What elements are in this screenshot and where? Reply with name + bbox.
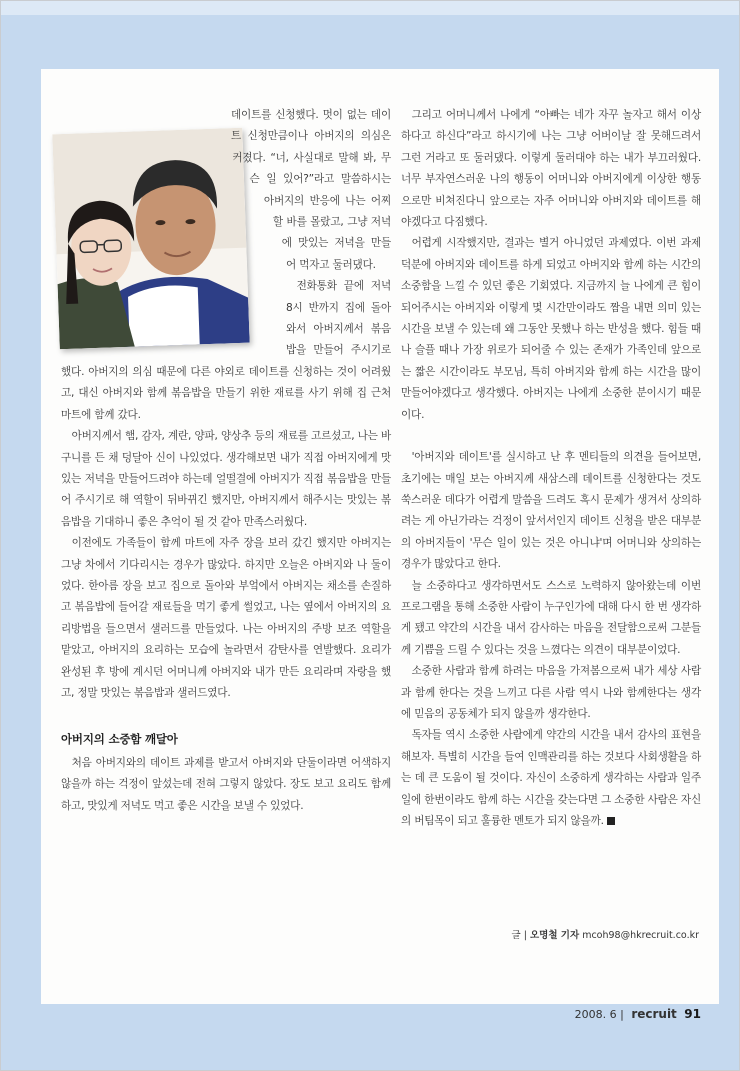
right-paragraph: '아버지와 데이트'를 실시하고 난 후 멘티들의 의견을 들어보면, 초기에는 매일 보는 아버지께 새삼스레 데이트를 신청한다는 것도 쑥스러운 데다가 어렵게 말씀을 드려도 혹시 문제가 생겨서 상의하려는 게 아닌가라는 걱정이 앞서서인지 데이트 신청을 받은 대부분의 아버지들이 '무슨 일이 있는 것은 아니냐'며 어머니와 상의하는 경우가 많았다고 한다.: [401, 451, 701, 571]
right-paragraph: 늘 소중하다고 생각하면서도 스스로 노력하지 않아왔는데 이번 프로그램을 통해 소중한 사람이 누구인가에 대해 다시 한 번 생각하게 됐고 약간의 시간을 내서 감사하는 마음을 전달함으로써 그분들께 기쁨을 드릴 수 있다는 것을 느꼈다는 의견이 대부분이었다.: [401, 579, 701, 656]
left-column: [61, 105, 391, 817]
page-footer: 2008. 6 | recruit 91: [574, 1007, 701, 1021]
author-name: 오명철 기자: [529, 930, 580, 941]
right-paragraph: 소중한 사람과 함께 하려는 마음을 가져봄으로써 내가 세상 사람과 함께 한다는 것을 느끼고 다른 사람 역시 나와 함께한다는 생각에 믿음의 공동체가 되지 않을까 생각한다.: [401, 665, 701, 720]
left-paragraph: 데이트를 신청했다. 멋이 없는 데이트 신청만큼이나 아버지의 의심은 커졌다. “너, 사실대로 말해 봐, 무슨 일 있어?”라고 말씀하시는 아버지의 반응에 나는 어찌할 바를 몰랐고, 그냥 저녁에 맛있는 저녁을 만들어 먹자고 둘러댔다.: [231, 109, 391, 271]
right-color-band: [717, 69, 739, 1004]
byline: 글 | 오명철 기자 mcoh98@hkrecruit.co.kr: [511, 930, 699, 941]
left-paragraph: 아버지께서 햄, 감자, 계란, 양파, 양상추 등의 재료를 고르셨고, 나는 바구니를 든 채 덩달아 신이 나있었다. 생각해보면 내가 직접 아버지에게 맛있는 저녁을 만들어드려야 하는데 얼떨결에 아버지가 직접 볶음밥을 만들어 주시기로 해 역할이 뒤바뀌긴 했지만, 아버지께서 해주시는 맛있는 볶음밥을 기대하니 좋은 추억이 될 것 같아 만족스러웠다.: [61, 430, 391, 528]
right-paragraph: [401, 725, 701, 832]
left-paragraph: 처음 아버지와의 데이트 과제를 받고서 아버지와 단둘이라면 어색하지 않을까 하는 걱정이 앞섰는데 전혀 그렇지 않았다. 장도 보고 요리도 함께 하고, 맛있게 저녁도 먹고 좋은 시간을 보낼 수 있었다.: [61, 756, 391, 812]
end-mark-icon: [607, 817, 615, 825]
left-paragraph: 전화통화 끝에 저녁 8시 반까지 집에 돌아와서 아버지께서 볶음밥을 만들어 주시기로 했다. 아버지의 의심 때문에 다른 야외로 데이트를 신청하는 것이 어려웠고, 대신 아버지와 함께 볶음밥을 만들기 위한 재료를 사기 위해 집 근처 마트에 함께 갔다.: [61, 280, 391, 421]
issue-date: 2008. 6: [574, 1008, 617, 1021]
author-email[interactable]: mcoh98@hkrecruit.co.kr: [582, 930, 699, 941]
magazine-brand: recruit: [631, 1007, 677, 1021]
page-number: 91: [684, 1007, 701, 1021]
right-paragraph: 그리고 어머니께서 나에게 “아빠는 네가 자꾸 놀자고 해서 이상하다고 하신다”라고 하시기에 나는 그냥 어버이날 잘 못해드려서 그런 거라고 또 둘러댔다. 이렇게 둘러대야 하는 내가 부끄러웠다. 너무 부자연스러운 나의 행동이 어머니와 아버지에게 이상한 행동으로만 비쳐진다니 앞으로는 자주 어머니와 아버지와 데이트를 해야겠다고 다짐했다.: [401, 109, 701, 229]
right-paragraph: 어렵게 시작했지만, 결과는 별거 아니었던 과제였다. 이번 과제 덕분에 아버지와 데이트를 하게 되었고 아버지와 함께 하는 시간의 소중함을 느낄 수 있던 좋은 기회였다. 지금까지 늘 나에게 큰 힘이 되어주시는 아버지와 이렇게 몇 시간만이라도 짬을 내면 의미 있는 시간을 보낼 수 있는데 왜 그동안 못했나 하는 반성을 했다. 힘들 때나 슬플 때나 가장 위로가 되어줄 수 있는 존재가 가족인데 앞으로는 짧은 시간이라도 부모님, 특히 아버지와 함께 하는 시간을 많이 만들어야겠다고 생각했다. 아버지는 나에게 소중한 분이시기 때문이다.: [401, 237, 701, 421]
left-color-band: [1, 69, 41, 1004]
closing-paragraph: 독자들 역시 소중한 사람에게 약간의 시간을 내서 감사의 표현을 해보자. 특별히 시간을 들여 인맥관리를 하는 것보다 사회생활을 하는 데 큰 도움이 될 것이다. 자신이 소중하게 생각하는 사람과 일주일에 한번이라도 함께 하는 시간을 갖는다면 그 소중한 사람은 자신의 버팀목이 되고 훌륭한 멘토가 되지 않을까.: [401, 729, 701, 827]
section-heading: 아버지의 소중함 깨달아: [61, 732, 178, 747]
top-color-band: [1, 1, 740, 69]
left-paragraph: 이전에도 가족들이 함께 마트에 자주 장을 보러 갔긴 했지만 아버지는 그냥 차에서 기다리시는 경우가 많았다. 하지만 오늘은 아버지와 나 둘이었다. 한아름 장을 보고 집으로 돌아와 부엌에서 아버지는 채소를 손질하고 볶음밥에 들어갈 재료들을 먹기 좋게 썰었고, 나는 옆에서 아버지의 요리방법을 들으면서 샐러드를 만들었다. 나는 아버지의 주방 보조 역할을 맡았고, 아버지의 요리하는 모습에 놀라면서 감탄사를 연발했다. 요리가 완성된 후 방에 계시던 어머니께 아버지와 내가 만든 요리라며 자랑을 했고, 정말 맛있는 볶음밥과 샐러드였다.: [61, 537, 391, 699]
right-column: [401, 105, 701, 832]
